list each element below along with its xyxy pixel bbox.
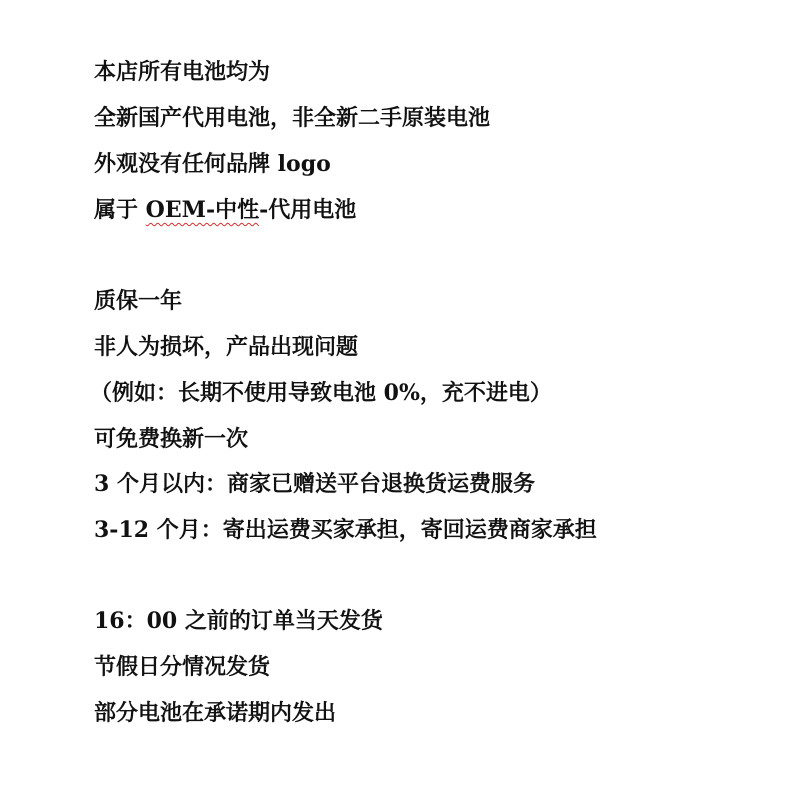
text-line: 节假日分情况发货 [94,654,271,680]
text-line: 16：00 之前的订单当天发货 [94,608,383,634]
text-line: 3-12 个月：寄出运费买家承担，寄回运费商家承担 [94,517,597,543]
text-line: （例如：长期不使用导致电池 0%，充不进电） [90,380,552,406]
text-line: 本店所有电池均为 [94,59,271,85]
document-body [90,0,774,786]
text-line: 外观没有任何品牌 logo [94,151,331,177]
spellcheck-marked-text: OEM-中性 [145,197,260,223]
text-line: 非人为损坏，产品出现问题 [94,334,359,360]
text-line [94,196,356,224]
text-line: 部分电池在承诺期内发出 [94,700,337,726]
text-segment: -代用电池 [259,197,357,223]
text-line: 3 个月以内：商家已赠送平台退换货运费服务 [94,471,535,497]
text-segment: 属于 [94,197,146,223]
text-line: 全新国产代用电池，非全新二手原装电池 [94,105,491,131]
text-line: 可免费换新一次 [94,426,249,452]
text-line: 质保一年 [94,288,183,314]
